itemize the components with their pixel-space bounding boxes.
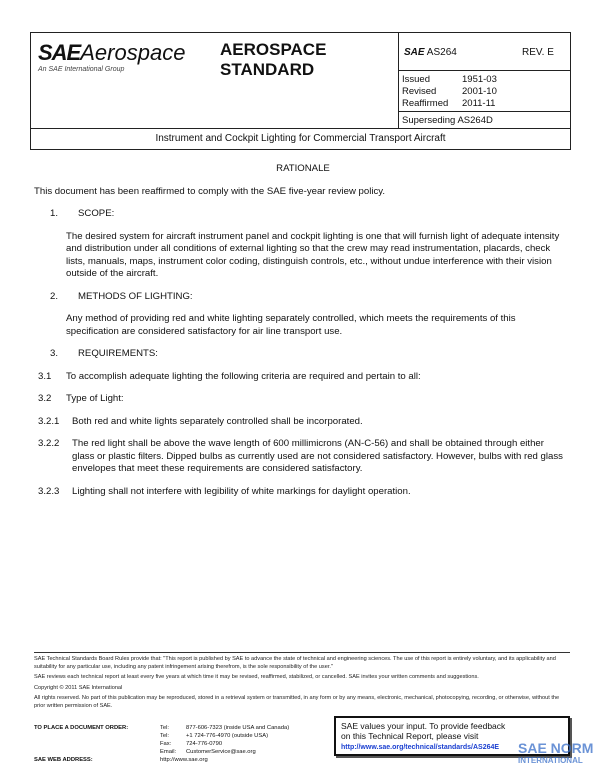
- subsection: [38, 393, 568, 406]
- date-value: 2011-11: [462, 98, 496, 109]
- section-number: 3.2.3: [38, 485, 60, 497]
- web-address-link[interactable]: http://www.sae.org: [160, 757, 208, 763]
- section-number: 1.: [50, 208, 59, 219]
- superseding: Superseding AS264D: [402, 115, 493, 126]
- section-number: 3.2.1: [38, 415, 60, 427]
- document-id: [404, 47, 564, 58]
- subsection: [38, 438, 568, 476]
- contact-label: Fax:: [160, 741, 172, 747]
- section-heading: [38, 208, 568, 221]
- section-heading: [38, 348, 568, 361]
- logo-sae: SAE: [38, 40, 81, 65]
- subsection: [38, 486, 568, 499]
- section-number: 2.: [50, 290, 59, 302]
- section-number: 3.1: [38, 370, 52, 382]
- date-value: 2001-10: [462, 86, 497, 97]
- logo-aerospace: Aerospace: [80, 40, 186, 65]
- header-divider: [398, 111, 571, 112]
- section-text: Type of Light:: [66, 393, 124, 404]
- sae-aerospace-logo: [38, 40, 185, 73]
- footer-paragraph: SAE reviews each technical report at least every five years at which time it may be revised, reaffirmed, stabilized, or cancelled. SAE invites your written comments and suggestions.: [34, 674, 479, 680]
- section-text: Any method of providing red and white lighting separately controlled, which meets the requirements of this specification are considered satisfactory for air line transport use.: [66, 313, 516, 337]
- section-number: 3.2: [38, 393, 52, 404]
- contact-label: Tel:: [160, 733, 170, 739]
- section-text: To accomplish adequate lighting the following criteria are required and pertain to all:: [66, 370, 421, 382]
- section-text: Both red and white lights separately controlled shall be incorporated.: [72, 415, 363, 427]
- watermark: [518, 740, 593, 765]
- contact-list: [160, 724, 289, 756]
- subsection: [38, 416, 568, 429]
- revision: REV. E: [522, 47, 554, 58]
- watermark-text: SAE NORM: [518, 740, 594, 756]
- date-row: [402, 98, 497, 110]
- contact-value: 877-606-7323 (inside USA and Canada): [186, 725, 290, 731]
- section-number: 3.2.2: [38, 438, 60, 449]
- standard-line2: STANDARD: [220, 60, 315, 79]
- date-row: [402, 74, 497, 86]
- footer-paragraph: SAE Technical Standards Board Rules provide that: "This report is published by SAE to advance the state of technical and engineering sciences. The use of this report is entirely voluntary, and its applicability and suitability for any particular use, including any patent infringement arising therefrom, is the sole responsibility of the user.": [34, 656, 556, 670]
- dates: [402, 74, 497, 110]
- contact-label: Tel:: [160, 725, 170, 731]
- section-heading: [38, 291, 568, 304]
- header-divider: [398, 32, 399, 129]
- footer-paragraph: All rights reserved. No part of this publication may be reproduced, stored in a retrieval system or transmitted, in any form or by any means, electronic, mechanical, photocopying, recording, or otherwise, without the prior written permission of SAE.: [34, 695, 560, 709]
- copyright: Copyright © 2011 SAE International: [34, 684, 123, 691]
- footer-notice: [34, 652, 570, 713]
- document-body: [34, 163, 568, 508]
- rationale-heading: RATIONALE: [276, 163, 330, 174]
- date-row: [402, 86, 497, 98]
- feedback-text: on this Technical Report, please visit: [341, 731, 479, 741]
- contact-value: +1 724-776-4970 (outside USA): [186, 733, 269, 739]
- contact-label: Email:: [160, 749, 177, 755]
- section-text: Lighting shall not interfere with legibility of white markings for daylight operation.: [72, 485, 411, 497]
- feedback-link[interactable]: http://www.sae.org/technical/standards/AS264E: [341, 744, 500, 751]
- doc-number: AS264: [426, 47, 457, 58]
- section-text: The red light shall be above the wave length of 600 millimicrons (AN-C-56) and shall be obtained through either glass or plastic filters. Dipped bulbs as currently used are not considered satisfactory. However, bulbs with red glass envelopes that meet these requirements are considered satisfactory.: [72, 438, 563, 474]
- document-title: Instrument and Cockpit Lighting for Commercial Transport Aircraft: [155, 133, 446, 144]
- logo-subtitle: An SAE International Group: [38, 66, 125, 73]
- section-title: METHODS OF LIGHTING:: [78, 290, 193, 302]
- subsection: [38, 371, 568, 384]
- header-divider: [398, 70, 571, 71]
- date-label: Reaffirmed: [402, 98, 449, 109]
- contact-row: [160, 724, 289, 732]
- watermark-sub: INTERNATIONAL: [518, 756, 583, 765]
- contact-row: [160, 732, 289, 740]
- feedback-text: SAE values your input. To provide feedback: [341, 721, 506, 731]
- contact-value[interactable]: CustomerService@sae.org: [186, 749, 256, 755]
- section-text: The desired system for aircraft instrument panel and cockpit lighting is one that will furnish light of adequate intensity and distribution under all conditions of external lighting so that the crew may read instrumentation, placards, check lists, manuals, maps, instrument color coding, distinguish controls, etc., without undue interference with their vision outside of the aircraft.: [66, 230, 560, 279]
- date-value: 1951-03: [462, 74, 497, 85]
- header-divider: [30, 128, 571, 129]
- date-label: Issued: [402, 74, 430, 85]
- standard-label: [220, 40, 326, 80]
- section-title: SCOPE:: [78, 208, 115, 219]
- contact-row: [160, 748, 289, 756]
- sae-small-logo: SAE: [404, 47, 425, 58]
- section-number: 3.: [50, 348, 59, 359]
- order-label: TO PLACE A DOCUMENT ORDER:: [34, 725, 129, 731]
- rationale-text: This document has been reaffirmed to comply with the SAE five-year review policy.: [34, 185, 386, 197]
- contact-value: 724-776-0790: [186, 741, 223, 747]
- standard-line1: AEROSPACE: [220, 40, 327, 59]
- date-label: Revised: [402, 86, 437, 97]
- contact-row: [160, 740, 289, 748]
- web-label: SAE WEB ADDRESS:: [34, 757, 93, 763]
- section-title: REQUIREMENTS:: [78, 348, 158, 359]
